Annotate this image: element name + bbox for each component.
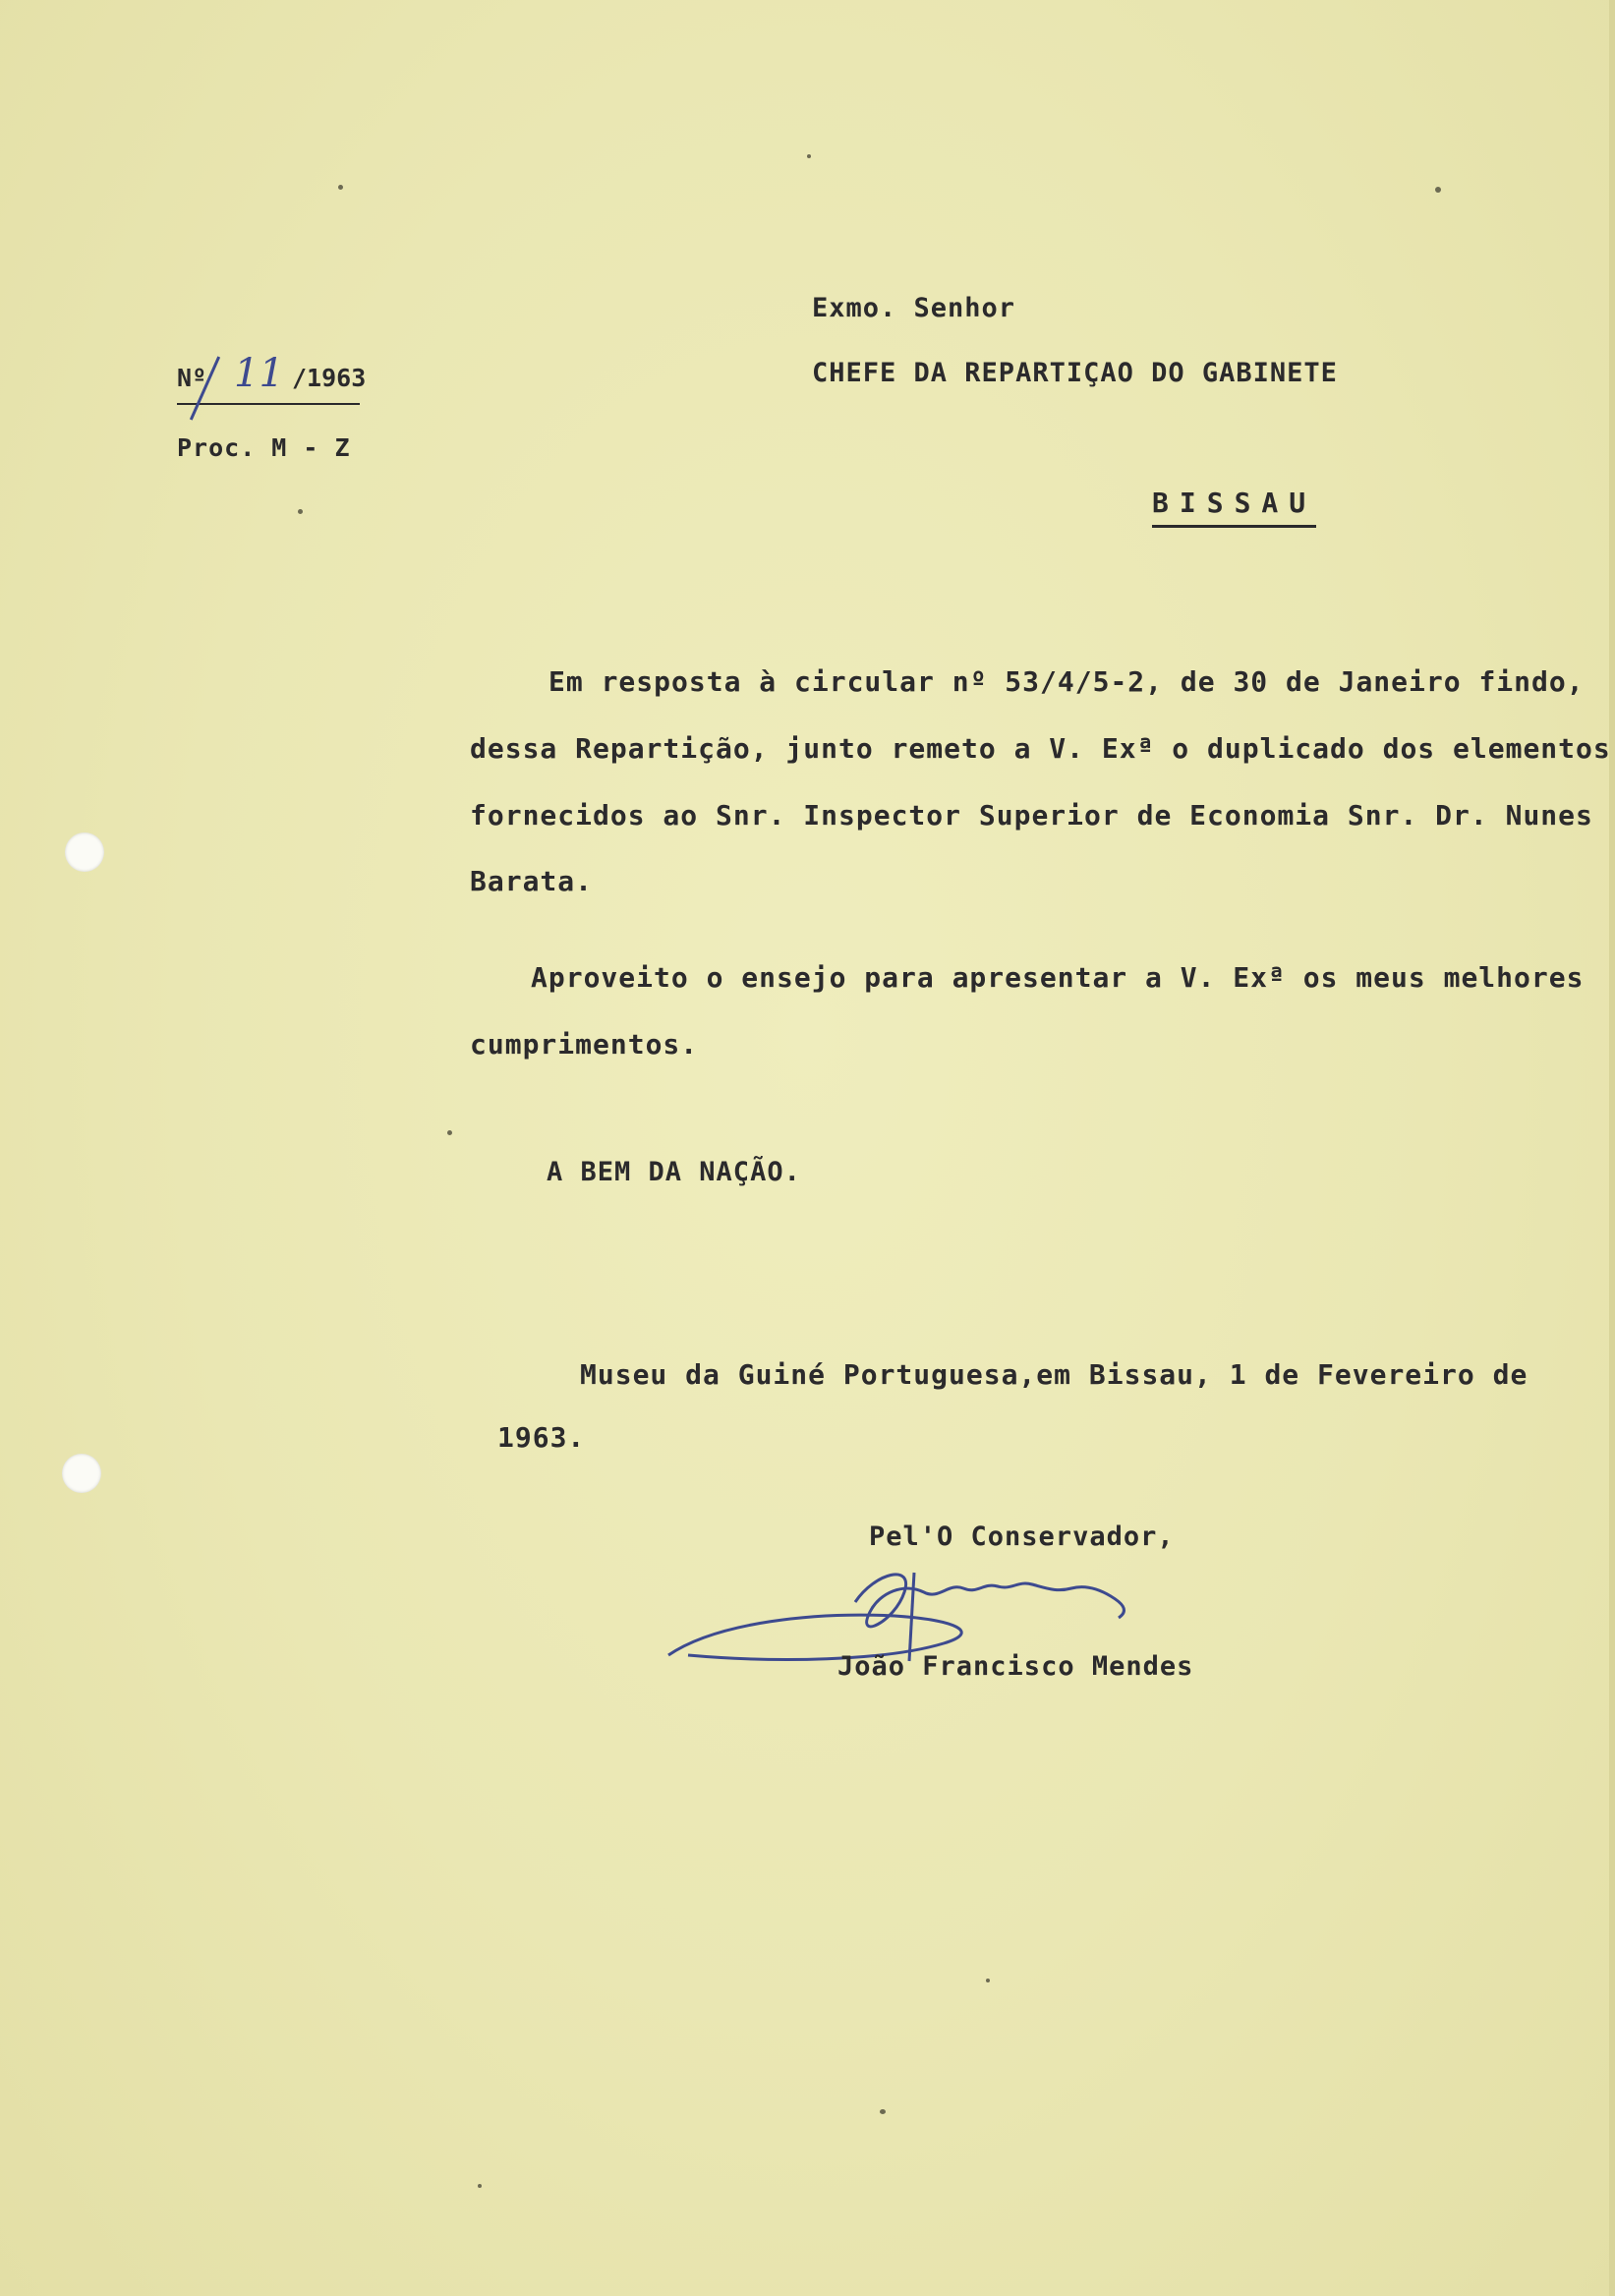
paper-speck (478, 2184, 482, 2188)
closing-formula: A BEM DA NAÇÃO. (547, 1157, 801, 1187)
reference-label: Nº (177, 364, 207, 392)
city-heading: BISSAU (1152, 487, 1316, 528)
reference-year: /1963 (292, 364, 367, 392)
process-reference: Proc. M - Z (177, 433, 351, 462)
body-line: fornecidos ao Snr. Inspector Superior de Economia Snr. Dr. Nunes (470, 799, 1593, 832)
paper-speck (338, 185, 343, 190)
recipient-office: CHEFE DA REPARTIÇAO DO GABINETE (812, 358, 1338, 388)
signatory-name: João Francisco Mendes (837, 1651, 1194, 1682)
paper-speck (986, 1979, 990, 1982)
body-line: Barata. (470, 865, 594, 897)
punch-hole (62, 1454, 101, 1493)
dateline-line: 1963. (497, 1421, 586, 1454)
body-line: cumprimentos. (470, 1028, 699, 1061)
on-behalf-line: Pel'O Conservador, (869, 1521, 1175, 1552)
paper-speck (298, 509, 303, 514)
paper-speck (447, 1130, 452, 1135)
punch-hole (65, 832, 104, 872)
reference-number: 11 (234, 351, 284, 396)
body-line: dessa Repartição, junto remeto a V. Exª o duplicado dos elementos (470, 732, 1611, 765)
dateline-line: Museu da Guiné Portuguesa,em Bissau, 1 de Fevereiro de (580, 1358, 1528, 1391)
salutation: Exmo. Senhor (812, 293, 1016, 323)
body-line: Em resposta à circular nº 53/4/5-2, de 30 de Janeiro findo, (548, 665, 1585, 698)
body-line: Aproveito o ensejo para apresentar a V. Exª os meus melhores (531, 961, 1585, 994)
paper-edge (1609, 0, 1615, 2296)
paper-speck (1435, 187, 1441, 193)
paper-speck (880, 2109, 886, 2114)
paper-speck (807, 154, 811, 158)
